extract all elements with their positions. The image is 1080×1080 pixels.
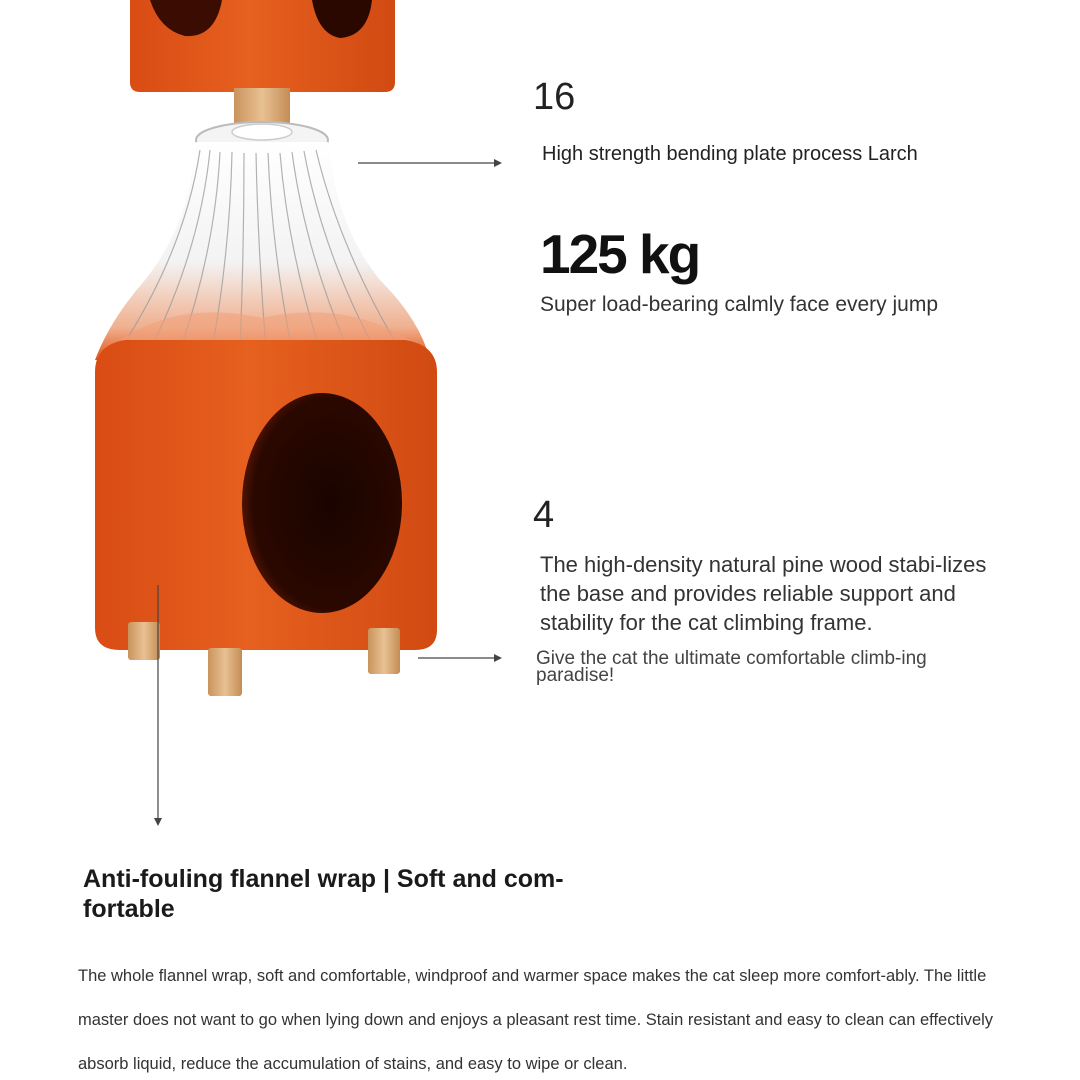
- cube-entrance-hole: [242, 393, 402, 613]
- top-cube: [130, 0, 395, 92]
- spec-subcaption: Give the cat the ultimate comfortable climb-ing paradise!: [536, 648, 927, 686]
- feature-title: Anti-fouling flannel wrap | Soft and com-fortable: [83, 865, 564, 923]
- spec-number: 16: [533, 76, 576, 118]
- bottom-cube: [95, 312, 437, 650]
- spec-number: 4: [533, 494, 555, 536]
- feature-description: The whole flannel wrap, soft and comfortable, windproof and warmer space makes the cat sleep more comfort-ably. The little master does not want to go when lying down and enjoys a pleasant rest time. Stain resistant and easy to clean can effectively absorb liquid, reduce the accumulation of stains, and easy to wipe or clean.: [78, 967, 994, 1073]
- spec-caption: High strength bending plate process Larch: [542, 143, 918, 165]
- spec-caption: The high-density natural pine wood stabi-lizes the base and provides reliable support and stability for the cat climbing frame.: [540, 552, 987, 635]
- spec-caption: Super load-bearing calmly face every jump: [540, 293, 939, 316]
- spec-number: 125 kg: [540, 223, 700, 285]
